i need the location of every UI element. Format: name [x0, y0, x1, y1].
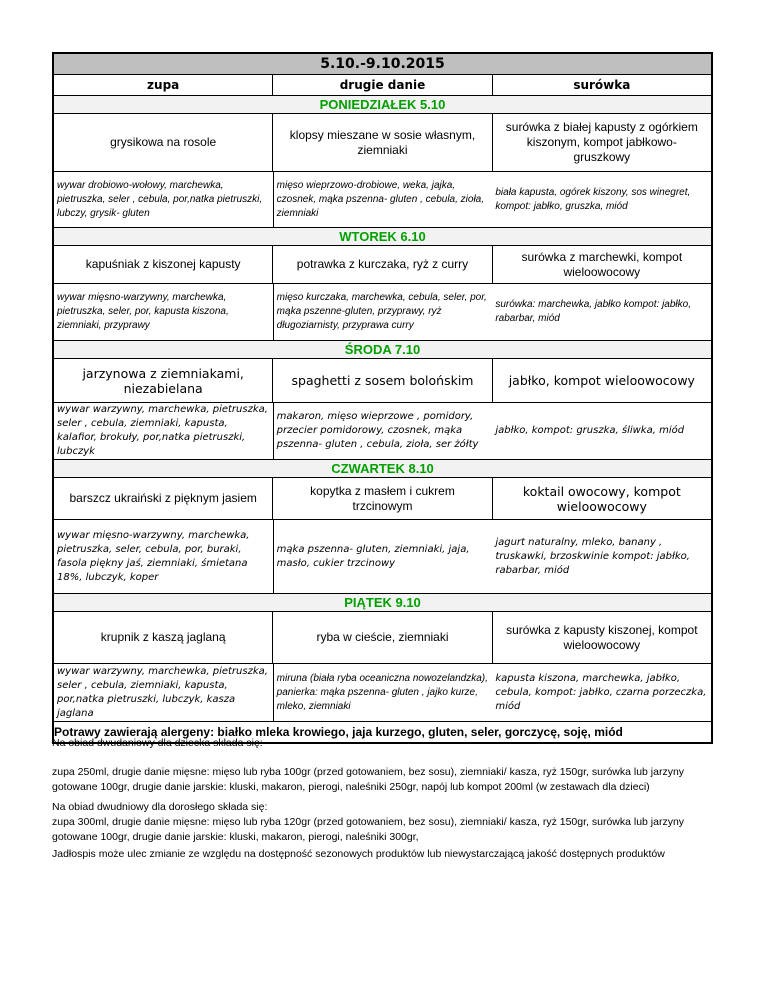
- dish-main: kopytka z masłem i cukrem trzcinowym: [272, 478, 491, 519]
- ingredients-soup: wywar mięsno-warzywny, marchewka, pietruszka, seler, por, kapusta kiszona, ziemniaki, przyprawy: [57, 292, 229, 331]
- dish-soup: barszcz ukraiński z pięknym jasiem: [69, 491, 257, 505]
- dish-salad: surówka z marchewki, kompot wieloowocowy: [492, 246, 711, 283]
- ingredients-row: [54, 520, 711, 594]
- dish-salad: surówka z białej kapusty z ogórkiem kiszonym, kompot jabłkowo-gruszkowy: [492, 114, 711, 171]
- dish-salad: koktail owocowy, kompot wieloowocowy: [492, 478, 711, 519]
- column-headers: [54, 75, 711, 96]
- dish-soup: jarzynowa z ziemniakami, niezabielana: [82, 365, 244, 396]
- dish-main: potrawka z kurczaka, ryż z curry: [272, 246, 491, 283]
- dish-soup: krupnik z kaszą jaglaną: [100, 630, 226, 644]
- ingredients-salad: surówka: marchewka, jabłko kompot: jabłko, rabarbar, miód: [495, 299, 691, 324]
- adult-lunch-text: zupa 300ml, drugie danie mięsne: mięso lub ryba 120gr (przed gotowaniem, bez sosu), ziemniaki/ kasza, ryż 150gr, surówka lub jarzyny gotowane 100gr, drugie danie jarskie: kluski, makaron, pierogi, naleśniki 300gr,: [52, 816, 685, 843]
- dish-main: spaghetti z sosem bolońskim: [272, 359, 491, 402]
- child-lunch-heading: Na obiad dwudaniowy dla dziecka składa się:: [52, 737, 263, 749]
- dish-row: [54, 359, 711, 403]
- menu-disclaimer: Jadłospis może ulec zmianie ze względu na dostępność sezonowych produktów lub niewystarczającą jakość dostępnych produktów: [52, 848, 665, 860]
- day-header-thursday: CZWARTEK 8.10: [54, 460, 711, 478]
- ingredients-main: makaron, mięso wieprzowe , pomidory, przecier pomidorowy, czosnek, mąka pszenna- gluten , cebula, zioła, ser żółty: [273, 403, 493, 459]
- ingredients-soup: wywar warzywny, marchewka, pietruszka, seler , cebula, ziemniaki, kapusta, por,natka pietruszki, lubczyk, kasza jaglana: [57, 665, 268, 719]
- day-header-tuesday: WTOREK 6.10: [54, 228, 711, 246]
- dish-main: klopsy mieszane w sosie własnym, ziemniaki: [272, 114, 491, 171]
- ingredients-soup: wywar mięsno-warzywny, marchewka, pietruszka, seler, cebula, por, buraki, fasola piękny jaś, ziemniaki, śmietana 18%, lubczyk, koper: [57, 529, 250, 583]
- menu-title: 5.10.-9.10.2015: [54, 54, 711, 75]
- allergens-note: Potrawy zawierają alergeny: białko mleka krowiego, jaja kurzego, gluten, seler, gorczycę, soję, miód: [54, 725, 623, 739]
- ingredients-salad: jagurt naturalny, mleko, banany , truskawki, brzoskwinie kompot: jabłko, rabarbar, miód: [495, 536, 690, 576]
- dish-soup: kapuśniak z kiszonej kapusty: [85, 257, 241, 271]
- column-header-salad: surówka: [492, 75, 711, 95]
- ingredients-salad: biała kapusta, ogórek kiszony, sos winegret, kompot: jabłko, gruszka, miód: [495, 186, 691, 212]
- dish-row: [54, 612, 711, 664]
- column-header-main: drugie danie: [272, 75, 491, 95]
- ingredients-row: [54, 284, 711, 341]
- ingredients-main: miruna (biała ryba oceaniczna nowozelandzka), panierka: mąka pszenna- gluten , jajko kurze, mleko, ziemniaki: [273, 664, 493, 721]
- ingredients-main: mąka pszenna- gluten, ziemniaki, jaja, masło, cukier trzcinowy: [273, 520, 493, 593]
- menu-table: [52, 52, 713, 744]
- dish-row: [54, 114, 711, 172]
- day-header-wednesday: ŚRODA 7.10: [54, 341, 711, 359]
- ingredients-row: [54, 172, 711, 228]
- dish-salad: surówka z kapusty kiszonej, kompot wieloowocowy: [492, 612, 711, 663]
- dish-row: [54, 478, 711, 520]
- day-header-monday: PONIEDZIAŁEK 5.10: [54, 96, 711, 114]
- adult-lunch-heading: Na obiad dwudniowy dla dorosłego składa się:: [52, 801, 268, 813]
- ingredients-row: [54, 403, 711, 460]
- ingredients-row: [54, 664, 711, 722]
- ingredients-soup: wywar drobiowo-wołowy, marchewka, pietruszka, seler , cebula, por,natka pietruszki, lubczy, grysik- gluten: [57, 179, 263, 219]
- dish-main: ryba w cieście, ziemniaki: [272, 612, 491, 663]
- ingredients-main: mięso wieprzowo-drobiowe, weka, jajka, czosnek, mąka pszenna- gluten , cebula, zioła, ziemniaki: [273, 172, 493, 227]
- ingredients-salad: kapusta kiszona, marchewka, jabłko, cebula, kompot: jabłko, czarna porzeczka, miód: [495, 672, 707, 712]
- dish-soup: grysikowa na rosole: [110, 135, 217, 149]
- ingredients-salad: jabłko, kompot: gruszka, śliwka, miód: [495, 425, 685, 436]
- dish-salad: jabłko, kompot wieloowocowy: [492, 359, 711, 402]
- dish-row: [54, 246, 711, 284]
- ingredients-soup: wywar warzywny, marchewka, pietruszka, seler , cebula, ziemniaki, kapusta, kalafior, brokuły, por,natka pietruszki, lubczyk: [57, 404, 268, 457]
- child-lunch-text: zupa 250ml, drugie danie mięsne: mięso lub ryba 100gr (przed gotowaniem, bez sosu), ziemniaki/ kasza, ryż 150gr, surówka lub jarzyny gotowane 100gr, drugie danie jarskie: kluski, makaron, pierogi, naleśniki 250gr, napój lub kompot 200ml (w zestawach dla dzieci): [52, 766, 685, 793]
- column-header-soup: zupa: [147, 78, 180, 92]
- ingredients-main: mięso kurczaka, marchewka, cebula, seler, por, mąka pszenne-gluten, przyprawy, ryż długoziarnisty, przyprawa curry: [273, 284, 493, 340]
- day-header-friday: PIĄTEK 9.10: [54, 594, 711, 612]
